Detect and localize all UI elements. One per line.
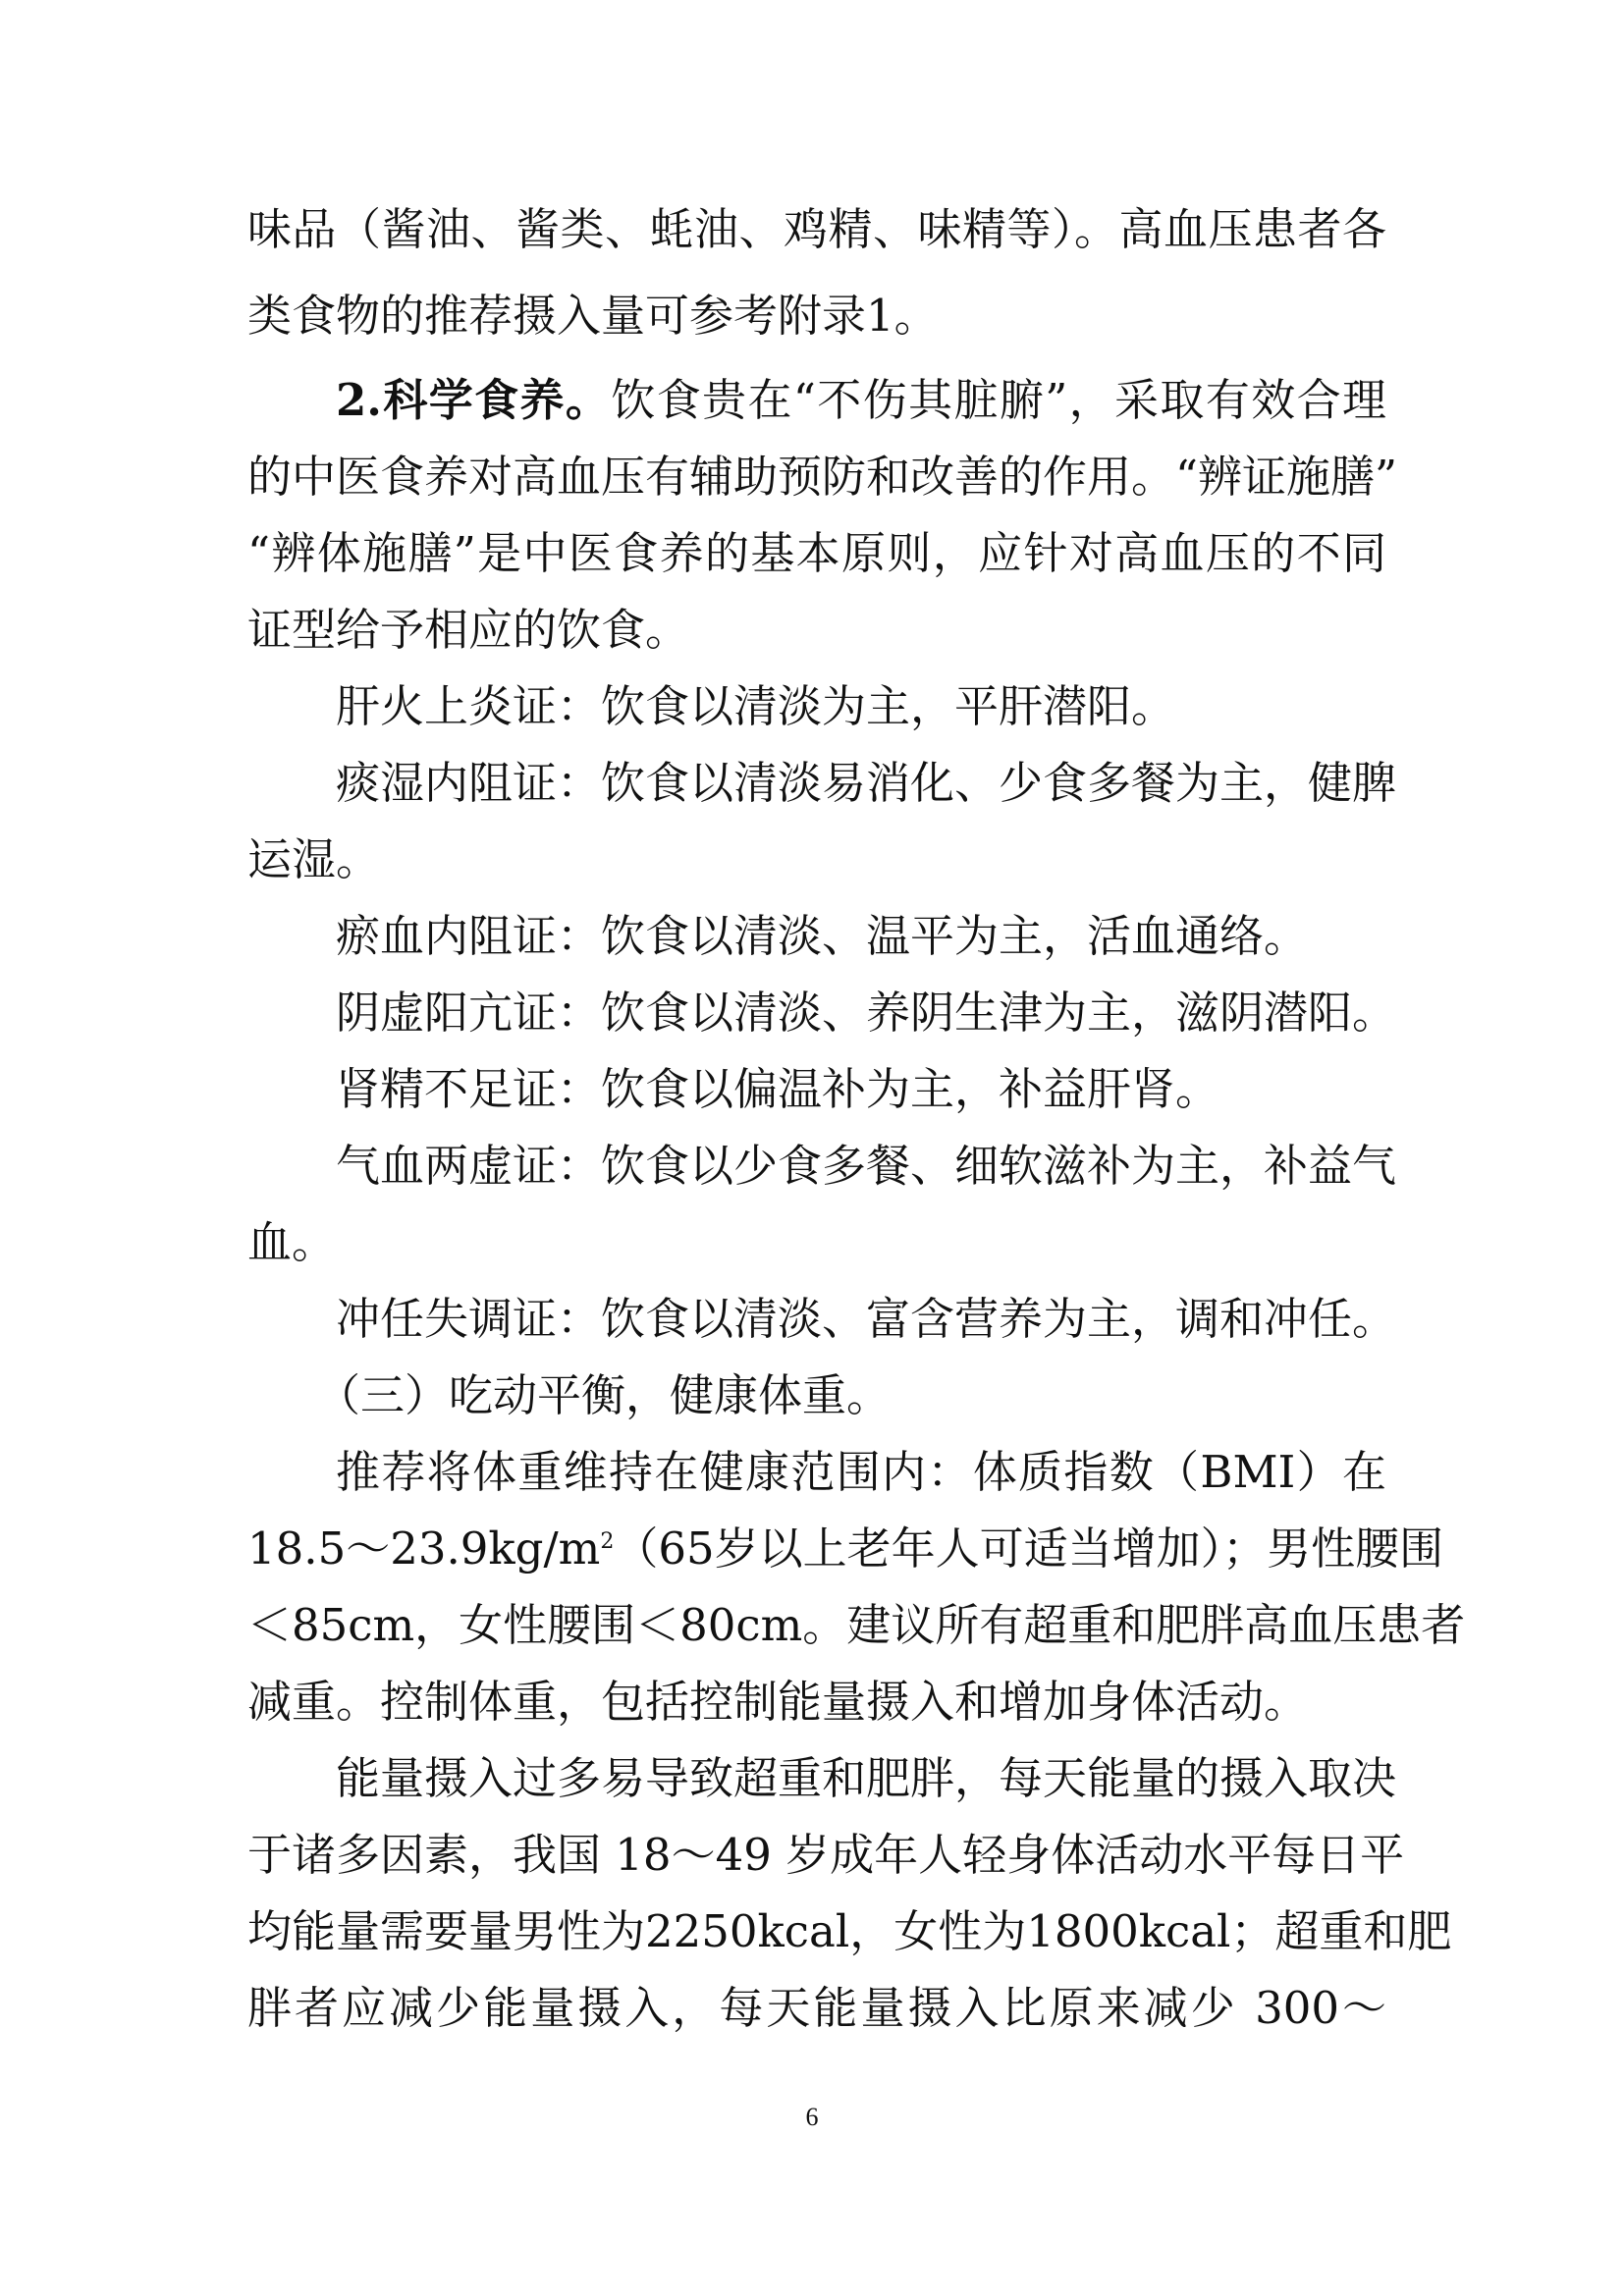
paragraph-line: 阴虚阳亢证：饮食以清淡、养阴生津为主，滋阴潜阳。 — [336, 987, 1397, 1039]
paragraph-line: 瘀血内阻证：饮食以清淡、温平为主，活血通络。 — [336, 910, 1309, 962]
section-heading: 2.科学食养。 — [336, 374, 612, 426]
paragraph-line — [336, 371, 1386, 430]
paragraph-line: 运湿。 — [247, 833, 381, 885]
paragraph-line: 推荐将体重维持在健康范围内：体质指数（BMI）在 — [336, 1446, 1386, 1498]
paragraph-text: 18.5～23.9kg/m — [247, 1522, 601, 1575]
paragraph-line: ＜85cm，女性腰围＜80cm。建议所有超重和肥胖高血压患者 — [247, 1599, 1466, 1651]
paragraph-text: （65岁以上老年人可适当增加）；男性腰围 — [614, 1522, 1444, 1575]
paragraph-text: 饮食贵在“不伤其脏腑”，采取有效合理 — [611, 374, 1386, 426]
paragraph-line: 能量摄入过多易导致超重和肥胖，每天能量的摄入取决 — [336, 1752, 1397, 1804]
paragraph-line: “辨体施膳”是中医食养的基本原则，应针对高血压的不同 — [247, 527, 1386, 579]
paragraph-line: 减重。控制体重，包括控制能量摄入和增加身体活动。 — [247, 1676, 1309, 1728]
paragraph-line: 证型给予相应的饮食。 — [247, 604, 690, 656]
paragraph-line: 的中医食养对高血压有辅助预防和改善的作用。“辨证施膳” — [247, 451, 1398, 503]
paragraph-line: 肝火上炎证：饮食以清淡为主，平肝潜阳。 — [336, 680, 1176, 732]
paragraph-line: 痰湿内阻证：饮食以清淡易消化、少食多餐为主，健脾 — [336, 757, 1397, 809]
paragraph-line: 肾精不足证：饮食以偏温补为主，补益肝肾。 — [336, 1063, 1220, 1115]
paragraph-line: 血。 — [247, 1216, 337, 1268]
paragraph-line: 味品（酱油、酱类、蚝油、鸡精、味精等）。高血压患者各 — [247, 203, 1386, 255]
superscript: 2 — [600, 1529, 615, 1554]
paragraph-line: 气血两虚证：饮食以少食多餐、细软滋补为主，补益气 — [336, 1140, 1397, 1192]
paragraph-line: 冲任失调证：饮食以清淡、富含营养为主，调和冲任。 — [336, 1293, 1397, 1345]
paragraph-line: 类食物的推荐摄入量可参考附录1。 — [247, 290, 939, 342]
paragraph-line — [247, 1520, 1444, 1578]
paragraph-line: 胖者应减少能量摄入，每天能量摄入比原来减少 300～ — [247, 1982, 1386, 2034]
section-heading: （三）吃动平衡，健康体重。 — [316, 1369, 892, 1421]
paragraph-line: 于诸多因素，我国 18～49 岁成年人轻身体活动水平每日平 — [247, 1829, 1405, 1881]
paragraph-line: 均能量需要量男性为2250kcal，女性为1800kcal；超重和肥 — [247, 1905, 1452, 1957]
page-number: 6 — [805, 2103, 819, 2131]
